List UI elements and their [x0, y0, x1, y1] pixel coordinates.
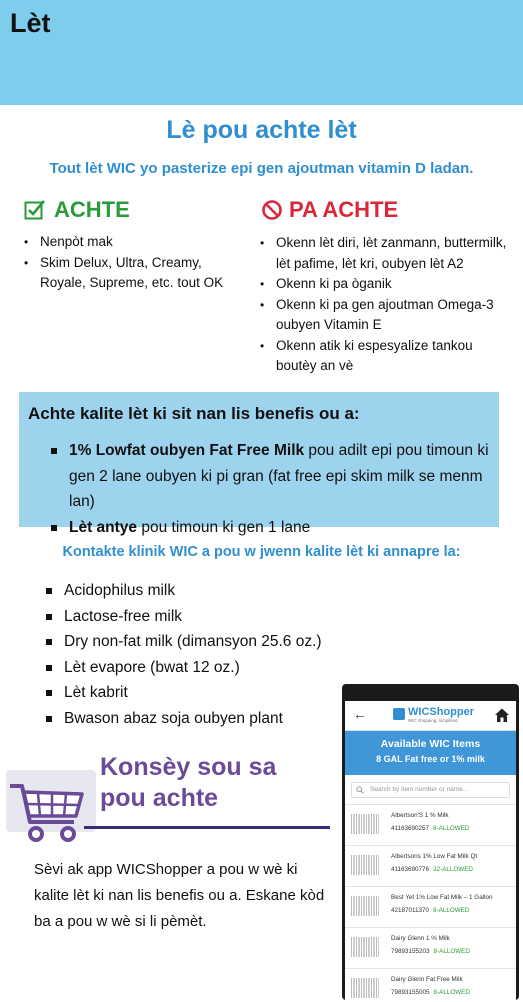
tips-body: Sèvi ak app WICShopper a pou w wè ki kalite lèt ki nan lis benefis ou a. Eskane kòd ba a pou w wè si li pèmèt. — [34, 861, 325, 930]
item-name: Albertsons 1% Low Fat Milk Qt — [391, 853, 478, 860]
tips-title-line: Konsèy sou sa — [100, 753, 277, 781]
list-item: Lactose-free milk — [46, 604, 346, 630]
buy-heading-label: ACHTE — [54, 197, 130, 222]
list-item: • Skim Delux, Ultra, Creamy, Royale, Supreme, etc. tout OK — [24, 253, 249, 294]
benefit-text: pou adilt epi pou timoun ki gen 2 lane oubyen ki pi gran (fat free epi skim milk se menm lan) — [69, 442, 489, 510]
contact-list — [46, 578, 346, 731]
search-icon — [356, 786, 364, 794]
list-item: • Okenn lèt diri, lèt zanmann, buttermilk, lèt pafime, lèt kri, oubyen lèt A2 — [260, 233, 510, 274]
dont-buy-heading — [261, 197, 398, 223]
list-item: Acidophilus milk — [46, 578, 346, 604]
barcode-icon — [351, 937, 379, 957]
app-logo — [393, 706, 474, 725]
item-allowed: 8-ALLOWED — [433, 989, 470, 996]
item-list — [345, 804, 516, 1000]
available-subtitle: 8 GAL Fat free or 1% milk — [376, 754, 485, 764]
item-allowed: 8-ALLOWED — [433, 948, 470, 955]
app-bar — [345, 701, 516, 731]
buy-heading — [24, 197, 130, 223]
tips-title — [100, 752, 276, 814]
list-item: Bwason abaz soja oubyen plant — [46, 706, 346, 732]
item-name: Dairy Glenn Fat Free Milk — [391, 976, 463, 983]
tips-divider — [84, 826, 330, 829]
item-code-line — [391, 907, 469, 914]
benefits-title: Achte kalite lèt ki sit nan lis benefis ou a: — [28, 404, 360, 423]
benefit-bold: 1% Lowfat oubyen Fat Free Milk — [69, 442, 305, 459]
list-item: Lèt evapore (bwat 12 oz.) — [46, 655, 346, 681]
available-items-banner — [345, 731, 516, 775]
benefits-box — [19, 392, 499, 536]
item-code: 41163690776 — [391, 866, 430, 873]
list-item: Dry non-fat milk (dimansyon 25.6 oz.) — [46, 629, 346, 655]
barcode-icon — [351, 896, 379, 916]
benefits-list — [51, 438, 491, 540]
dont-buy-list — [260, 233, 510, 377]
tips-title-line: pou achte — [100, 784, 219, 812]
prohibited-icon — [261, 199, 283, 221]
list-item[interactable] — [345, 804, 516, 845]
search-input[interactable]: Search by item number or name... — [351, 782, 510, 798]
item-code-line — [391, 825, 469, 832]
benefit-text: pou timoun ki gen 1 lane — [137, 518, 311, 536]
back-arrow-icon[interactable]: ← — [353, 706, 367, 722]
list-item[interactable] — [345, 886, 516, 927]
list-item: • Okenn ki pa òganik — [260, 274, 510, 295]
item-code: 79893155203 — [391, 948, 430, 955]
header-banner — [0, 0, 523, 105]
list-item[interactable] — [345, 968, 516, 1000]
item-code-line — [391, 866, 473, 873]
item-name: Albertson'S 1 % Milk — [391, 812, 449, 819]
section-subtitle: Tout lèt WIC yo pasterize epi gen ajoutman vitamin D ladan. — [49, 160, 474, 177]
buy-list — [24, 232, 249, 294]
list-item: • Okenn ki pa gen ajoutman Omega-3 oubyen Vitamin E — [260, 295, 510, 336]
item-name: Dairy Glenn 1 % Milk — [391, 935, 450, 942]
barcode-icon — [351, 855, 379, 875]
list-item: • Okenn atik ki espesyalize tankou boutèy an vè — [260, 336, 510, 377]
list-item — [51, 515, 491, 541]
phone-status-bar — [345, 694, 516, 701]
logo-tagline: WIC shopping, simplified. — [408, 718, 459, 723]
item-code: 79893155005 — [391, 989, 430, 996]
contact-title: Kontakte klinik WIC a pou w jwenn kalite lèt ki annapre la: — [62, 544, 461, 560]
item-code: 42187011370 — [391, 907, 430, 914]
barcode-icon — [351, 978, 379, 998]
phone-mockup — [342, 684, 519, 1000]
checkbox-icon — [24, 199, 46, 221]
page-title: Lèt — [10, 8, 51, 38]
dont-buy-heading-label: PA ACHTE — [289, 197, 399, 222]
item-code-line — [391, 948, 470, 955]
phone-screen — [345, 694, 516, 1000]
logo-text: WICShopper — [408, 706, 474, 718]
available-title: Available WIC Items — [380, 738, 481, 750]
shopping-cart-icon — [8, 778, 88, 848]
list-item: Lèt kabrit — [46, 680, 346, 706]
benefit-bold: Lèt antye — [69, 518, 138, 536]
item-code-line — [391, 989, 470, 996]
item-name: Best Yet 1% Low Fat Milk – 1 Gallon — [391, 894, 493, 901]
list-item: • Nenpòt mak — [24, 232, 249, 253]
barcode-icon — [351, 814, 379, 834]
list-item[interactable] — [345, 845, 516, 886]
section-title: Lè pou achte lèt — [166, 116, 357, 144]
list-item[interactable] — [345, 927, 516, 968]
home-icon[interactable] — [494, 707, 510, 723]
list-item — [51, 438, 491, 515]
item-allowed: 32-ALLOWED — [433, 866, 473, 873]
item-code: 41163690257 — [391, 825, 430, 832]
item-allowed: 8-ALLOWED — [433, 825, 470, 832]
logo-mark-icon — [393, 708, 405, 720]
item-allowed: 8-ALLOWED — [433, 907, 470, 914]
